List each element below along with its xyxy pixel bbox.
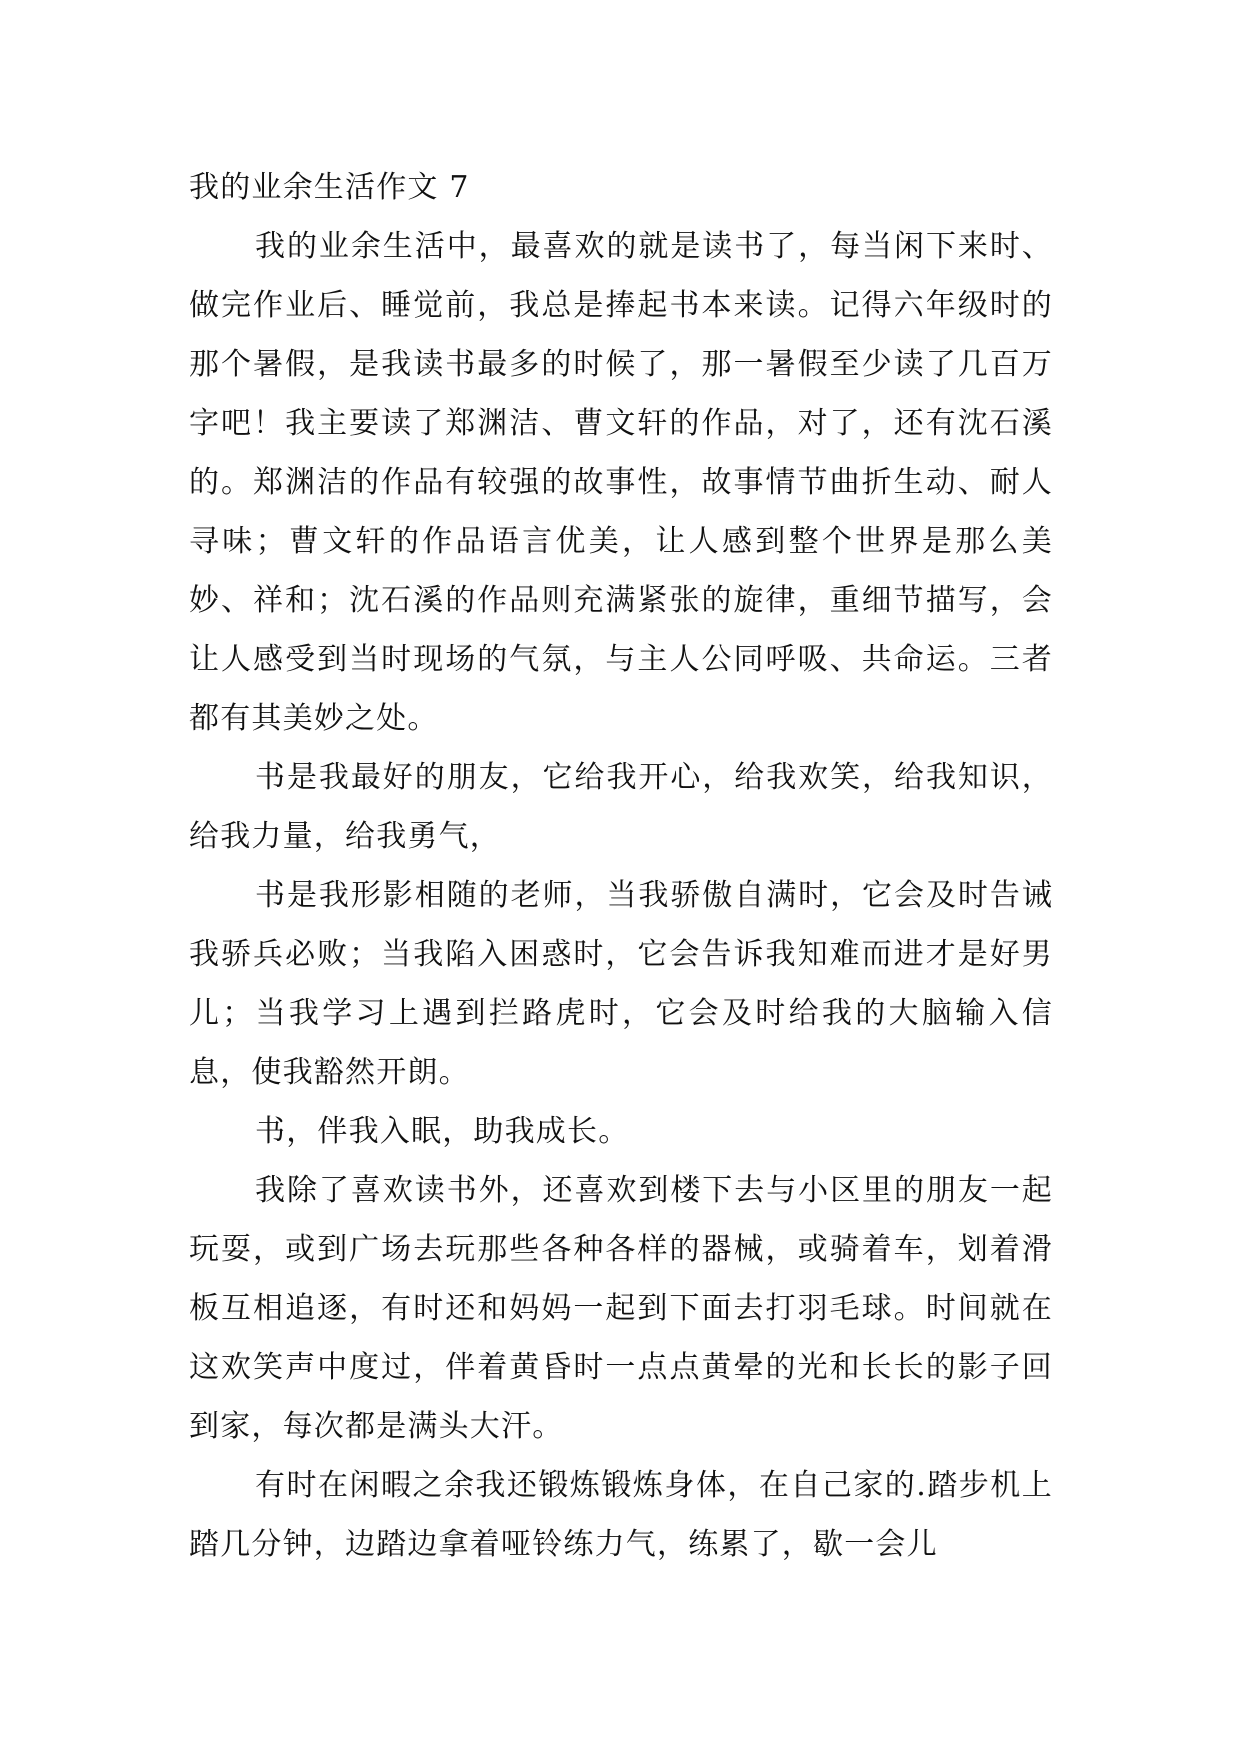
document-body [189,158,1053,1574]
paragraph: 书是我最好的朋友，它给我开心，给我欢笑，给我知识，给我力量，给我勇气， [189,760,1053,854]
document-title: 我的业余生活作文 7 [189,170,470,205]
paragraph: 书，伴我入眠，助我成长。 [255,1114,630,1149]
paragraph: 书是我形影相随的老师，当我骄傲自满时，它会及时告诫我骄兵必败；当我陷入困惑时，它会告诉我知难而进才是好男儿；当我学习上遇到拦路虎时，它会及时给我的大脑输入信息，使我豁然开朗。 [189,878,1053,1090]
paragraph: 我的业余生活中，最喜欢的就是读书了，每当闲下来时、做完作业后、睡觉前，我总是捧起书本来读。记得六年级时的那个暑假，是我读书最多的时候了，那一暑假至少读了几百万字吧！我主要读了郑渊洁、曹文轩的作品，对了，还有沈石溪的。郑渊洁的作品有较强的故事性，故事情节曲折生动、耐人寻味；曹文轩的作品语言优美，让人感到整个世界是那么美妙、祥和；沈石溪的作品则充满紧张的旋律，重细节描写，会让人感受到当时现场的气氛，与主人公同呼吸、共命运。三者都有其美妙之处。 [189,229,1053,736]
paragraph: 我除了喜欢读书外，还喜欢到楼下去与小区里的朋友一起玩耍，或到广场去玩那些各种各样的器械，或骑着车，划着滑板互相追逐，有时还和妈妈一起到下面去打羽毛球。时间就在这欢笑声中度过，伴着黄昏时一点点黄晕的光和长长的影子回到家，每次都是满头大汗。 [189,1173,1053,1444]
paragraph: 有时在闲暇之余我还锻炼锻炼身体，在自己家的.踏步机上踏几分钟，边踏边拿着哑铃练力气，练累了，歇一会儿 [189,1468,1053,1562]
